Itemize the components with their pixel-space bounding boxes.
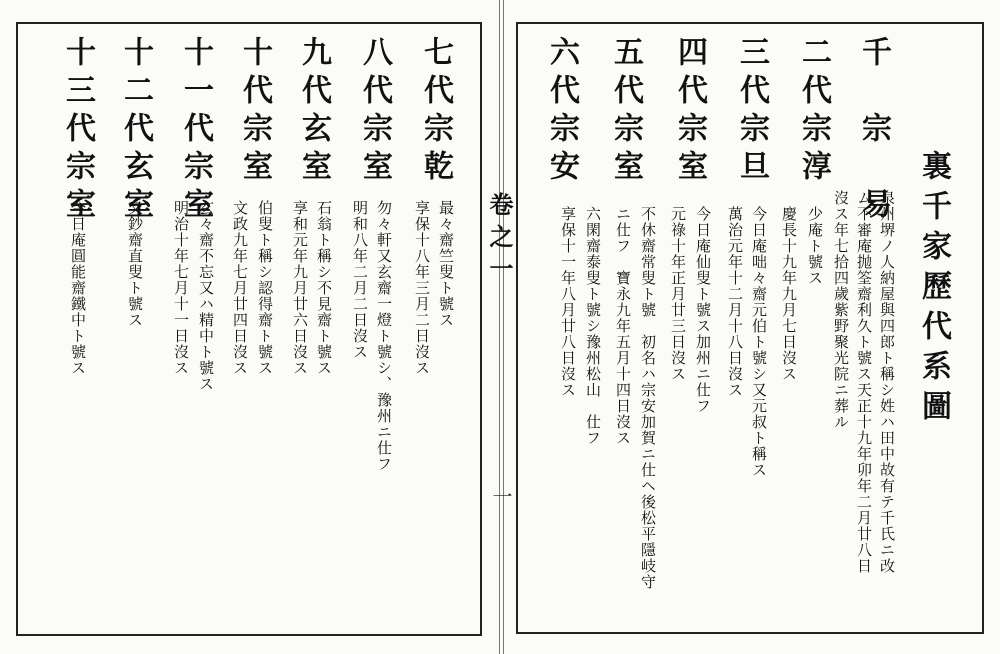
generation-name: 六代宗安 xyxy=(544,36,579,188)
entry-note: 沒ス年七拾四歲紫野聚光院ニ葬ル xyxy=(832,190,850,430)
generation-name: 九代玄室 xyxy=(296,36,331,188)
generation-name: 十三代宗室 xyxy=(60,36,95,226)
entry-note: 享保十一年八月廿八日沒ス xyxy=(559,206,577,398)
entry-note: ム不審庵抛筌齋利久ト號ス天正十九年卯年二月廿八日 xyxy=(855,190,873,574)
entry-note: 萬治元年十二月十八日沒ス xyxy=(726,206,744,398)
entry-note: 伯叟ト稱シ認得齋ト號ス xyxy=(256,200,274,376)
entry-note: 享和元年九月廿六日沒ス xyxy=(291,200,309,376)
generation-name: 七代宗乾 xyxy=(418,36,453,188)
entry-note: 明治十年七月十一日沒ス xyxy=(172,200,190,376)
generation-name: 四代宗室 xyxy=(672,36,707,188)
generation-name: 五代宗室 xyxy=(608,36,643,188)
generation-name: 千 宗 易 xyxy=(856,36,891,226)
entry-note: 泉州堺ノ人納屋與四郎ト稱シ姓ハ田中故有テ千氏ニ改 xyxy=(878,190,896,574)
entry-note: 勿々軒又玄齋一燈ト號シ、豫州ニ仕フ xyxy=(375,200,393,472)
entry-note: 又鈔齋直叟ト號ス xyxy=(126,200,144,328)
entry-note: 今日庵仙叟ト號ス加州ニ仕フ xyxy=(694,206,712,414)
generation-name: 三代宗旦 xyxy=(734,36,769,188)
generation-name: 十二代玄室 xyxy=(118,36,153,226)
entry-note: 最々齋竺叟ト號ス xyxy=(437,200,455,328)
entry-note: 少庵ト號ス xyxy=(806,206,824,286)
entry-note: 玄々齋不忘又ハ精中ト號ス xyxy=(197,200,215,392)
entry-note: 今日庵咄々齋元伯ト號シ又元叔ト稱ス xyxy=(750,206,768,478)
entry-note: 慶長十九年九月七日沒ス xyxy=(780,206,798,382)
entry-note: 文政九年七月廿四日沒ス xyxy=(231,200,249,376)
entry-note: 今日庵圓能齋鐵中ト號ス xyxy=(69,200,87,376)
generation-name: 十代宗室 xyxy=(237,36,272,188)
entry-note: ニ仕フ 寶永九年五月十四日沒ス xyxy=(614,206,632,446)
entry-note: 元祿十年正月廿三日沒ス xyxy=(669,206,687,382)
folio-number: 一 xyxy=(489,486,513,506)
entry-note: 不休齋常叟ト號 初名ハ宗安加賀ニ仕ヘ後松平隱岐守 xyxy=(639,206,657,590)
book-title: 裏千家歷代系圖 xyxy=(916,150,951,430)
generation-name: 八代宗室 xyxy=(357,36,392,188)
entry-note: 六閑齋泰叟ト號シ豫州松山 仕フ xyxy=(584,206,602,446)
entry-note: 石翁ト稱シ不見齋ト號ス xyxy=(315,200,333,376)
gutter-line xyxy=(499,0,500,654)
generation-name: 二代宗淳 xyxy=(796,36,831,188)
entry-note: 明和八年二月二日沒ス xyxy=(351,200,369,360)
generation-name: 十一代宗室 xyxy=(178,36,213,226)
gutter-line xyxy=(503,0,504,654)
entry-note: 享保十八年三月二日沒ス xyxy=(413,200,431,376)
hashira-volume: 卷之一 xyxy=(485,192,514,288)
